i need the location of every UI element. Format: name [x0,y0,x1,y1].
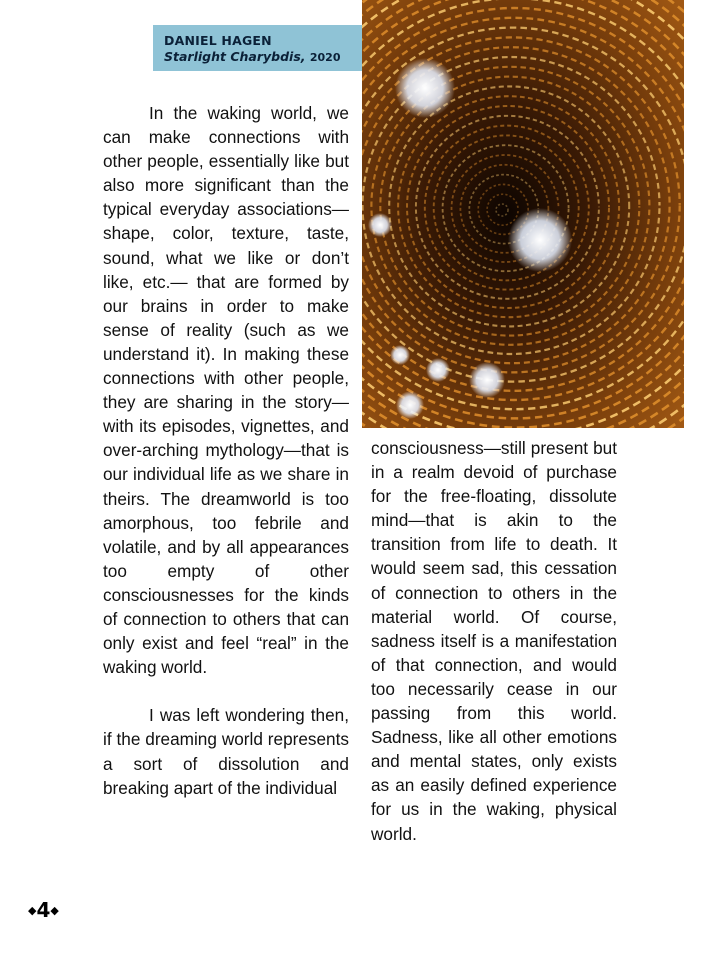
light-orb [508,208,572,272]
light-orb [395,58,455,118]
light-orb [469,362,505,398]
light-orb [368,213,392,237]
paragraph-1: In the waking world, we can make connections with other people, essentially like but also more significant than the typical everyday associations—shape, color, texture, taste, sound, what we like or don’t like, etc.— that are formed by our brains in order to make sense of reality (such as we understand it). In making these connections with other people, they are sharing in the story—with its episodes, vignettes, and over-arching mythology—that is our individual life as we share in theirs. The dreamworld is too amorphous, too febrile and volatile, and by all appearances too empty of other consciousnesses for the kinds of connection to others that can only exist and feel “real” in the waking world. [103,103,349,678]
light-orb [390,345,410,365]
diamond-left-icon: ◆ [28,904,37,917]
paragraph-2: I was left wondering then, if the dreaming world represents a sort of dissolution and breaking apart of the individual [103,705,349,798]
artwork-title: Starlight Charybdis, [164,49,306,64]
artwork-title-line [164,49,362,66]
text-column-left [103,101,349,800]
text-column-right [371,436,617,846]
artist-name: DANIEL HAGEN [164,33,272,48]
diamond-right-icon: ◆ [50,904,59,917]
artwork-image [362,0,684,428]
light-orb [426,358,450,382]
paragraph-spacer [103,679,349,703]
light-orb [396,391,424,419]
artwork-credit [153,25,362,71]
artwork-year: 2020 [309,51,341,64]
page-number-value: 4 [36,898,51,922]
paragraph-2-continued: consciousness—still present but in a realm devoid of purchase for the free-floating, dissolute mind—that is akin to the transition from life to death. It would seem sad, this cessation of connection to others in the material world. Of course, sadness itself is a manifestation of that connection, and would too necessarily cease in our passing from this world. Sadness, like all other emotions and mental states, only exists as an easily defined experience for us in the waking, physical world. [371,438,617,844]
swirl-artwork-illustration [362,0,684,428]
page-number [28,898,59,922]
